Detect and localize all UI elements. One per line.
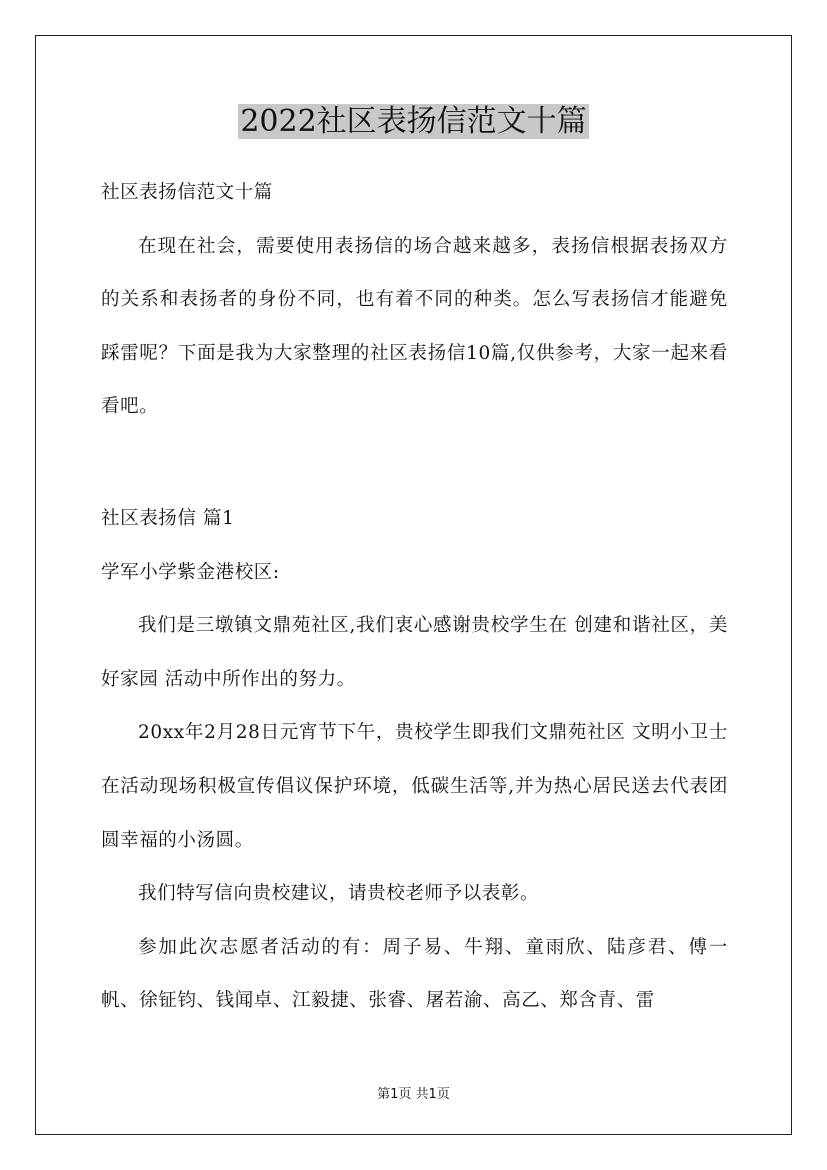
page-footer (0, 1083, 827, 1102)
document-title-text: 2022社区表扬信范文十篇 (240, 104, 587, 139)
letter-section (101, 492, 728, 1028)
intro-section (101, 166, 728, 434)
intro-paragraph: 在现在社会，需要使用表扬信的场合越来越多，表扬信根据表扬双方的关系和表扬者的身份不同，也有着不同的种类。怎么写表扬信才能避免踩雷呢？下面是我为大家整理的社区表扬信10篇,仅供参考，大家一起来看看吧。 (101, 235, 728, 418)
letter-salutation: 学军小学紫金港校区: (101, 561, 280, 583)
letter-paragraph: 我们是三墩镇文鼎苑社区,我们衷心感谢贵校学生在 创建和谐社区，美好家园 活动中所作出的努力。 (101, 615, 728, 690)
page-number: 第1页 共1页 (377, 1087, 450, 1102)
document-subtitle: 社区表扬信范文十篇 (101, 182, 273, 203)
document-title (0, 100, 827, 144)
letter-paragraph: 我们特写信向贵校建议，请贵校老师予以表彰。 (138, 883, 540, 905)
letter-paragraph: 20xx年2月28日元宵节下午，贵校学生即我们文鼎苑社区 文明小卫士 在活动现场积极宣传倡议保护环境，低碳生活等,并为热心居民送去代表团圆幸福的小汤圆。 (101, 722, 728, 851)
letter-heading: 社区表扬信 篇1 (101, 508, 235, 529)
letter-paragraph: 参加此次志愿者活动的有：周子易、牛翔、童雨欣、陆彦君、傅一帆、徐钲钧、钱闻卓、江毅捷、张睿、屠若渝、高乙、郑含青、雷 (101, 936, 728, 1012)
